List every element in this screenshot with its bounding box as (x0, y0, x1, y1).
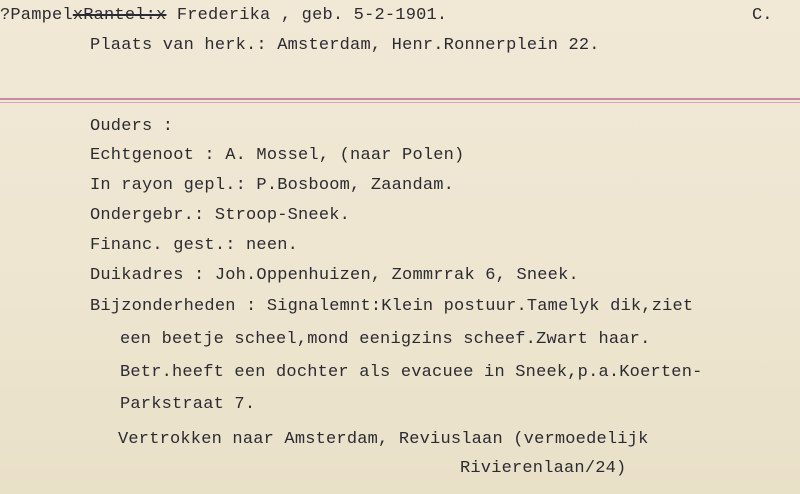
field-finance: Financ. gest.: neen. (90, 236, 299, 255)
remark-line: een beetje scheel,mond eenigzins scheef.Zwart haar. (120, 330, 651, 349)
field-particulars: Bijzonderheden : Signalemnt:Klein postuur.Tamelyk dik,ziet (90, 297, 694, 316)
category-mark: C. (752, 6, 773, 25)
origin-label: Plaats van herk.: (90, 36, 267, 55)
field-shelter: Ondergebr.: Stroop-Sneek. (90, 206, 351, 225)
field-rayon: In rayon gepl.: P.Bosboom, Zaandam. (90, 176, 455, 195)
first-name: Frederika (176, 6, 271, 25)
field-spouse: Echtgenoot : A. Mossel, (naar Polen) (90, 146, 465, 165)
name-line (0, 6, 447, 25)
field-hiding-address: Duikadres : Joh.Oppenhuizen, Zommrrak 6, Sneek. (90, 266, 579, 285)
origin-line (90, 36, 600, 55)
divider-rule-thin (0, 102, 800, 103)
surname-struck: xRantel:x (72, 6, 167, 25)
field-parents: Ouders : (90, 117, 174, 136)
departure-note: Vertrokken naar Amsterdam, Reviuslaan (vermoedelijk (118, 430, 649, 449)
birth-date: , geb. 5-2-1901. (280, 6, 448, 25)
departure-note-cont: Rivierenlaan/24) (460, 459, 627, 478)
surname-prefix: ?Pampel (0, 6, 73, 25)
remark-line: Betr.heeft een dochter als evacuee in Sneek,p.a.Koerten- (120, 363, 703, 382)
origin-value: Amsterdam, Henr.Ronnerplein 22. (277, 36, 600, 55)
divider-rule (0, 98, 800, 100)
remark-line: Parkstraat 7. (120, 395, 256, 414)
